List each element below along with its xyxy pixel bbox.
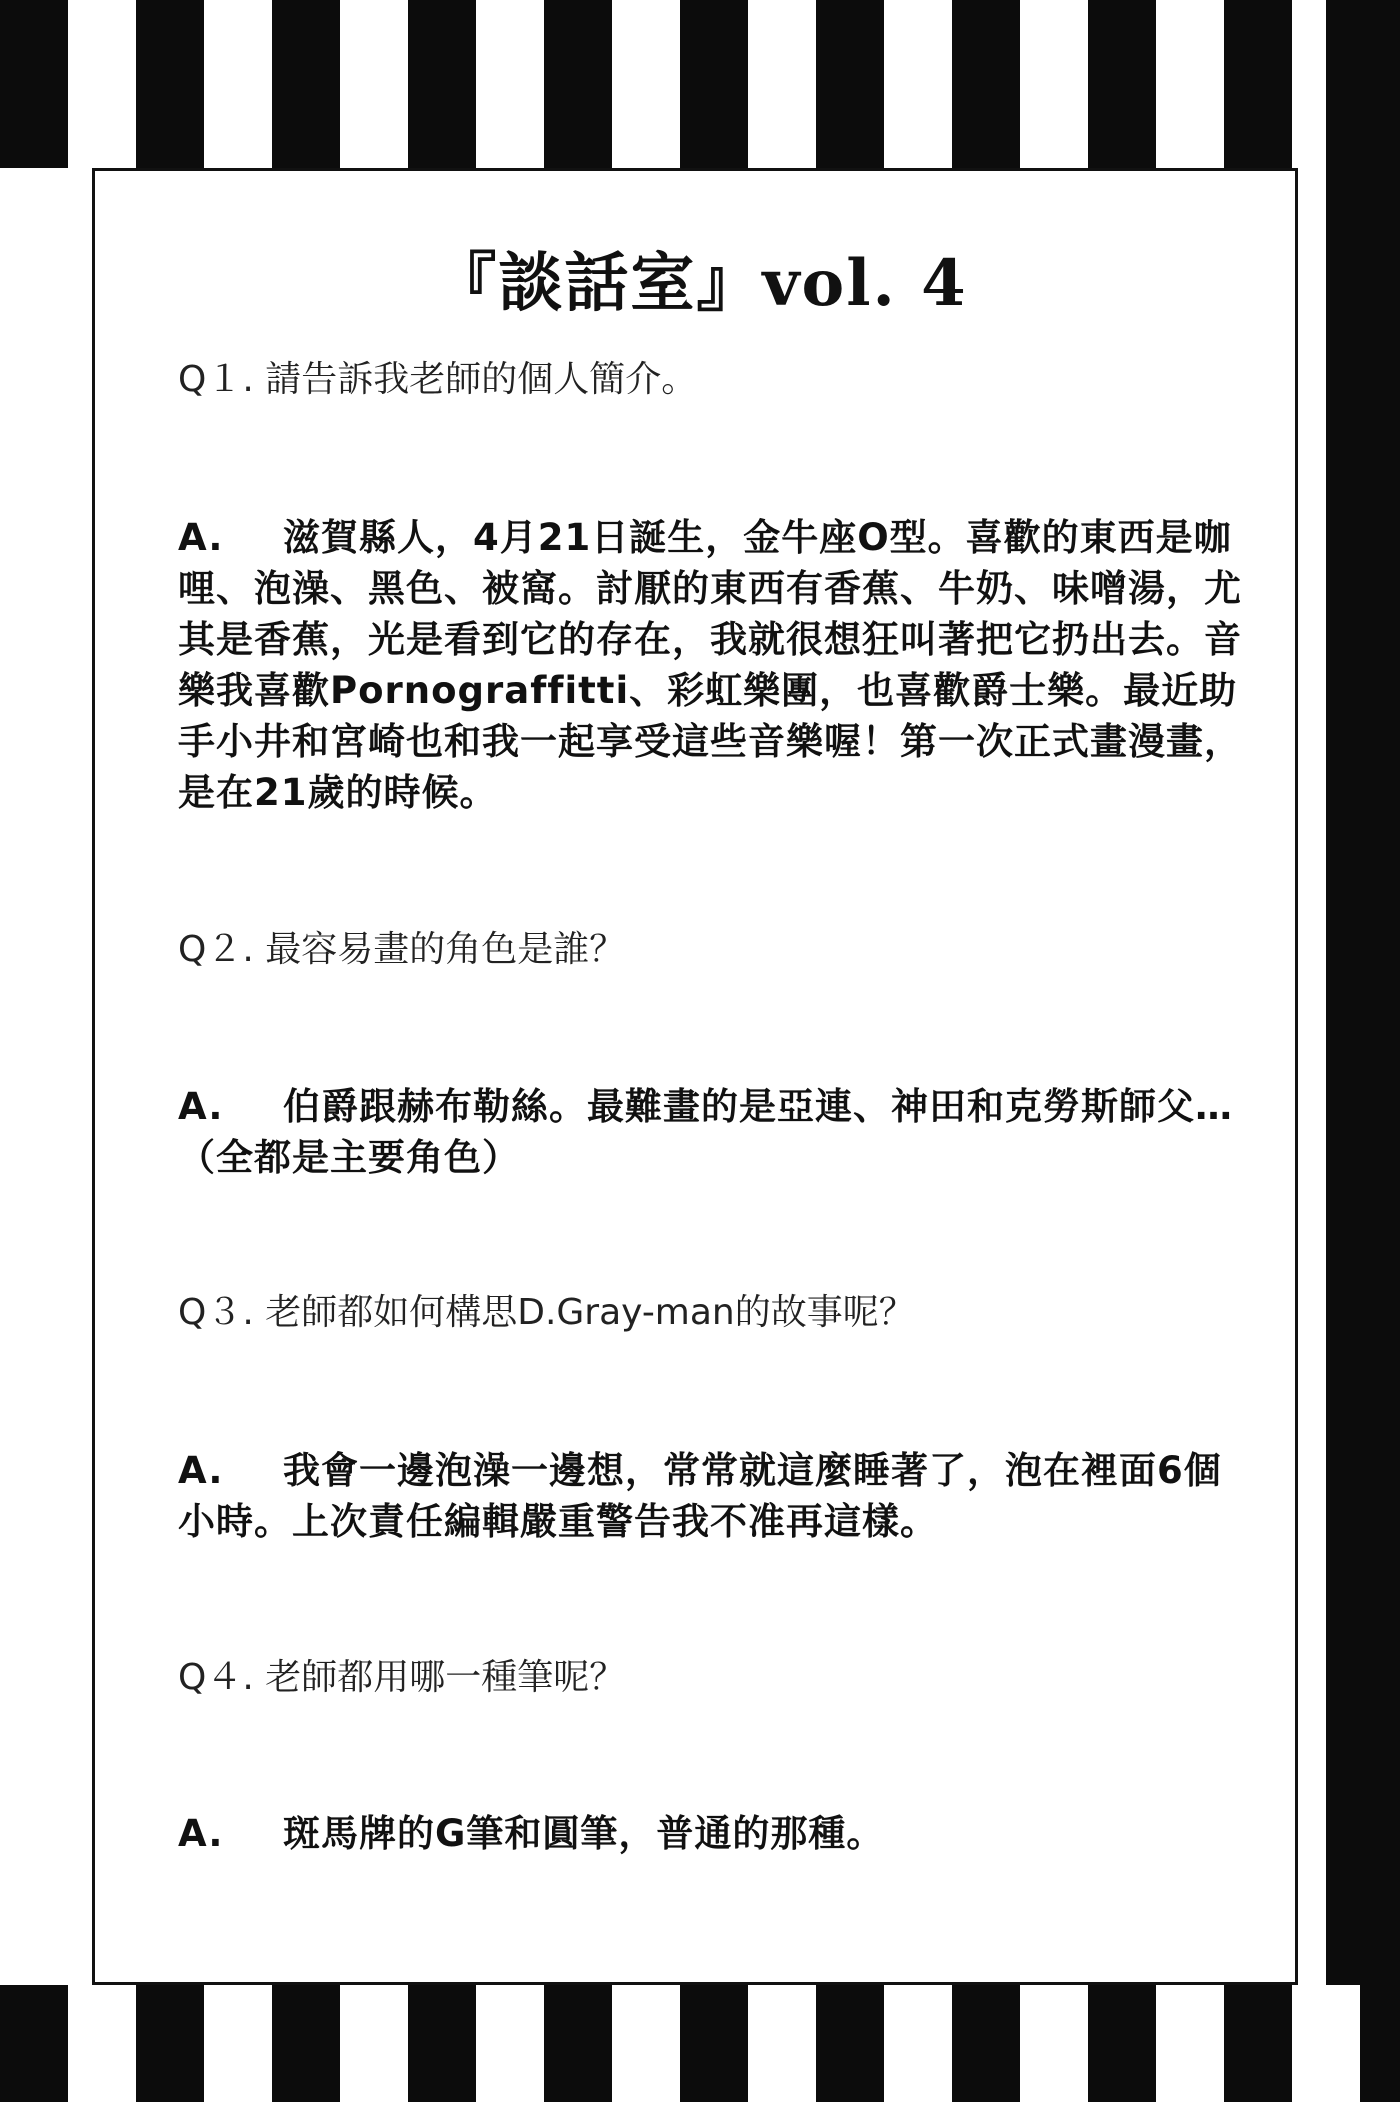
- answer-label: A.: [178, 1085, 224, 1128]
- answer-label: A.: [178, 516, 224, 559]
- question-4: Q４. 老師都用哪一種筆呢？: [178, 1657, 626, 1698]
- answer-text: 斑馬牌的G筆和圓筆，普通的那種。: [283, 1812, 885, 1855]
- answer-2: [178, 1081, 1258, 1183]
- question-3: Q３. 老師都如何構思D.Gray-man的故事呢？: [178, 1292, 915, 1333]
- content-panel: [92, 168, 1298, 1985]
- question-1: Q１. 請告訴我老師的個人簡介。: [178, 359, 698, 400]
- page-title: 『談話室』vol. 4: [432, 246, 968, 321]
- question-2: Q２. 最容易畫的角色是誰？: [178, 929, 626, 970]
- top-stripe-border: [0, 0, 1400, 168]
- bottom-stripe-border: [0, 1985, 1400, 2102]
- answer-4: [178, 1808, 1258, 1859]
- answer-text: 伯爵跟赫布勒絲。最難畫的是亞連、神田和克勞斯師父…（全都是主要角色）: [178, 1085, 1233, 1179]
- answer-label: A.: [178, 1449, 224, 1492]
- answer-text: 我會一邊泡澡一邊想，常常就這麼睡著了，泡在裡面6個小時。上次責任編輯嚴重警告我不准再這樣。: [178, 1449, 1222, 1543]
- answer-text: 滋賀縣人，4月21日誕生，金牛座O型。喜歡的東西是咖哩、泡澡、黑色、被窩。討厭的東西有香蕉、牛奶、味噌湯，尤其是香蕉，光是看到它的存在，我就很想狂叫著把它扔出去。音樂我喜歡Pornograffitti、彩虹樂團，也喜歡爵士樂。最近助手小井和宮崎也和我一起享受這些音樂喔！第一次正式畫漫畫，是在21歲的時候。: [178, 516, 1242, 814]
- answer-label: A.: [178, 1812, 224, 1855]
- answer-1: [178, 512, 1258, 818]
- answer-3: [178, 1445, 1258, 1547]
